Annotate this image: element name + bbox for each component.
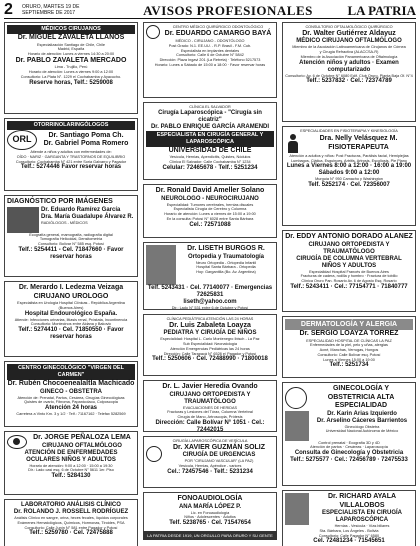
- ad-line: y Cirugía Refractiva (ALACCSA-R): [319, 50, 379, 55]
- ad-ledezma: [4, 281, 138, 357]
- ad-line: RADIÓLOGOS - MÉDICOS: [41, 220, 88, 225]
- page-number: 2: [4, 1, 13, 18]
- ad-phone: Telf.: 5251734: [329, 362, 369, 369]
- ad-gutierrez: [282, 22, 416, 122]
- ad-line: Fracturas de cadera, rodilla y hombro · Fractura de tobillo: [300, 274, 398, 279]
- ad-line: Consultorio: Montecinos entre Aldana y Bakovic: [30, 322, 112, 327]
- ad-title: Dr. Luis Zabaleta Loayza: [169, 321, 251, 329]
- ad-phone: Reserve horas, Telf.: 5259008: [29, 79, 113, 86]
- newspaper-logo: LA PATRIA: [347, 3, 416, 18]
- ad-dorado: [282, 230, 416, 312]
- ad-title: Dr. RICHARD AYALA VILLALOBOS: [327, 493, 397, 509]
- ad-line: Horario de atención: Lunes a viernes de 15:00 a 19:00: [164, 212, 256, 217]
- ad-line: Hospital Santa Bárbara - Ortopedia: [196, 265, 256, 270]
- ad-line: Dir.: Lado N° 531 entre 6 de Octubre y Potosí: [171, 306, 249, 310]
- ad-line: Lic. en Fonoaudiología: [190, 510, 230, 515]
- ad-title: Dr. Santiago Poma Ch.: [48, 131, 124, 139]
- ad-line: Lunes a Viernes 15:00 a 19:00: [323, 357, 375, 362]
- ad-line: Cirugía de Mano, Artroscopia, Prótesis: [177, 415, 243, 420]
- doctor-photo: [285, 493, 309, 525]
- ad-line: Quistes de ovario, Fibroma, Papanicolaou, Colposcopia: [24, 400, 118, 405]
- ad-band: OTORRINOLARINGÓLOGOS: [7, 121, 135, 130]
- ad-title: Dr. Eduardo Ramírez García: [41, 206, 121, 213]
- ad-phone: Telf.: 5274410 · Cel. 71850550 · Favor reservar horas: [18, 327, 124, 341]
- ad-penaloza: [4, 431, 138, 495]
- ad-line: Consultorio: Calle 6 de Octubre N° 5842: [176, 53, 244, 58]
- ad-title-2: CIRUJANO UROLOGO: [33, 292, 109, 300]
- ad-phone: Telf.: 5250606 · Cel. 72488990 · 71800018: [152, 356, 268, 363]
- ad-line: Atiende: Infecciones urinarias, litiasis renal, Próstata, Incontinencia: [14, 317, 128, 322]
- ad-line: Ecografía general, mamografía, radiografía digital: [29, 232, 113, 237]
- ad-phone: Dirección: Calle Bolívar N° 1051 · Cel.: 72442015: [155, 419, 265, 432]
- ad-line: Dirección: Calle Tarapacá N° 6528 e/ Pagador y Potosí: [163, 351, 257, 356]
- ad-title-2: ESPECIALIDAD HOSPITAL DE CLÍNICAS LA PAZ: [306, 338, 392, 343]
- ad-line: En la consulta: Potosí N° 6028 entre Santa Bárbara: [166, 216, 254, 221]
- ad-band: CIRUGÍA LAPAROSCÓPICA DE VESÍCULA: [172, 439, 248, 443]
- ad-band: CLÍNICA PEDIÁTRICA ATENCIÓN LAS 24 HORAS: [166, 317, 254, 321]
- ad-title-2: PEDIATRA Y CIRUGÍA DE NIÑOS: [163, 330, 257, 337]
- ad-line: Madrid, España: [57, 47, 85, 52]
- ad-phone: Telf.: 5274446 Favor reservar horas: [20, 164, 122, 171]
- ad-line: Niños · Adolescentes · Adultos: [184, 515, 236, 520]
- ad-line: Especialista en Urología Hospital Clínicas - República Argentina: [17, 301, 125, 305]
- ad-line: Ginecólogo Obstetra: [344, 424, 380, 429]
- ad-title-2: Dr. Arselino Cáceres Barrientos: [316, 417, 408, 424]
- ad-phone: Telf.: 5243411 · Cel.: 77154771 · 71840777: [290, 283, 408, 290]
- ad-line: Enfermedades de la piel, pelo y uñas, alergias: [310, 343, 388, 348]
- ad-line: Atención niños y adultos · Examen computarizado: [299, 59, 399, 73]
- ad-ayala: [282, 490, 416, 546]
- ad-line: Clínica Oruro Pan. Rosario Av. 6 de Agosto Esq. Rosario: [301, 279, 397, 284]
- ad-line: Consultorio: Calle Pagador N° 6580: [318, 533, 380, 538]
- ad-phone: Telf.: 5275577 · Cel.: 72456789 · 72475533: [290, 457, 408, 464]
- ad-sub: POR "CIRUJANO VASCULAR" (LA PAZ): [184, 459, 254, 464]
- ad-poma: [4, 118, 138, 191]
- ad-line: Consultorio: Bolívar N° 585 esq. Potosí: [38, 242, 104, 247]
- ad-laboratorio: [4, 499, 138, 546]
- ad-guzman: [143, 436, 277, 488]
- ad-title-2: Dra. María Guadalupe Álvarez R.: [41, 213, 134, 220]
- ad-line: Carretera a Vinto Km. 3 y 1/2 · Telf.: 71167162 · Telefax 5282569: [16, 412, 126, 417]
- ad-line: Fracturas y Lesiones del Tórax, Columna Vertebral: [167, 410, 253, 415]
- ad-line: Atención Emergencias Pediátricas las 24 horas: [170, 346, 250, 351]
- ad-phone: Telf. 5238765 · Cel. 71547654: [169, 520, 251, 527]
- ad-line: Horario de atención: Lunes a viernes 9:00 a 12:00: [28, 70, 114, 75]
- ad-title-2: Dr. PABLO ZAVALETA MERCADO: [15, 56, 127, 64]
- ad-line: Horario de atención: 9:00 a 12:00 · 15:00 a 19:30: [29, 463, 113, 468]
- ad-title: Dr. EDUARDO CAMARGO BAYÁ: [164, 30, 272, 38]
- ad-phone: Cel.: 72457546 · Telf.: 5231234: [167, 468, 253, 475]
- ad-zabaleta: [143, 314, 277, 376]
- ad-line: Lima - Trujillo, Perú: [54, 65, 88, 70]
- ad-line: Vesícula, Hernias, Apéndice - varices: [178, 464, 242, 469]
- ad-line: Sub Especialidad: Neonatología: [182, 342, 238, 347]
- column-2: [143, 22, 277, 538]
- ad-title-2: MÉDICO CIRUJANO OFTALMÓLOGO: [296, 38, 402, 45]
- ad-line: Análisis Clínico en sangre, orina, heces fecales, líquidos corporales: [14, 516, 128, 520]
- ad-line: Consultorio: Av. 6 de Octubre N° 6080 Edif. Club Oruro, Planta Baja Of. N°4: [285, 73, 413, 78]
- ad-fonoaudiologia: [143, 492, 277, 532]
- ad-band: CLÍNICA EL SALVADOR: [189, 105, 231, 109]
- ad-phone: Cel. 72481234 · 71545651: [313, 538, 385, 545]
- ad-line: Consultorio: La Plata N°. 1229 e/ Cochabamba y Ayacucho.: [20, 74, 122, 79]
- column-3: [282, 22, 416, 545]
- ad-line: Hoy: Gargantilla (Bo. Av. Argentina): [196, 270, 256, 275]
- ad-band: MÉDICOS CIRUJANOS: [7, 25, 135, 34]
- ad-title: Dr. Ronald David Ameller Solano: [155, 187, 265, 194]
- ad-heading: DIAGNÓSTICO POR IMÁGENES: [7, 198, 113, 205]
- ad-line: OÍDO · NARIZ · GARGANTA Y TRASTORNOS DE EQUILIBRIO: [16, 154, 126, 159]
- ad-title-2: NEUROLOGO - NEUROCIRUJANO: [161, 195, 259, 202]
- ad-burgos: [143, 242, 277, 310]
- ad-hours-2: Sábados 9:00 a 12:00: [318, 170, 380, 177]
- ad-line: Consulta de Ginecología y Obstetricia: [294, 450, 404, 457]
- ad-title-2: CIRUJANO ORTOPEDISTA Y TRAUMATÓLOGO: [308, 241, 390, 255]
- ad-line: Vesícula, Hernias, Apendicitis, Quistes, Nódulos: [169, 155, 251, 160]
- ad-line: Miembro de la Asociación Latinoamericana de Cirujanos de Córnea: [292, 45, 406, 50]
- ad-line: Acné, Manchas, Verrugas, Hongos: [319, 348, 379, 353]
- ad-hours: Lunes a Viernes 8:00 a 12:00 · 16:00 a 19:00: [286, 163, 412, 170]
- ad-line: Consultorio: Calle Junín N° 581 entre Pagador y Potosí: [24, 525, 118, 530]
- ad-band: DERMATOLOGÍA Y ALERGIA: [285, 319, 413, 330]
- ad-title: Dr. XAVIER GUZMÁN SOLIZ: [172, 443, 266, 451]
- ad-velasquez: [282, 126, 416, 226]
- ad-line: (Buenos Aires): [58, 305, 84, 310]
- eye-icon: [7, 435, 27, 449]
- ad-phone: Telf.: 5237832 · Cel.: 72374789: [306, 78, 392, 85]
- ad-line: Control prenatal · Ecografía 3D y 4D: [318, 440, 380, 445]
- ad-line: Horario: Lunes a Sábado de 15:00 a 18:00 · Favor reservar horas: [154, 62, 266, 67]
- ad-title: Dra. Nelly Velásquez M.: [319, 135, 398, 143]
- ad-line: Lumbagos, Ciática, Esguinces, Artritis, Artrosis, Escoliosis, Pie Plano: [291, 158, 407, 163]
- ad-sub: CIRUGÍA DE COLUMNA VERTEBRAL: [296, 255, 402, 262]
- ad-line: Atención de partos · Cesáreas · Laparoscopía: [310, 445, 388, 450]
- ad-phone: Telf.: 5254411 - Cel. 71847660 · Favor reservar horas: [18, 246, 124, 260]
- ad-line: ATENCIÓN DE ENFERMEDADES OCULARES NIÑOS Y ADULTOS: [24, 449, 118, 463]
- ad-title: Dr. LISETH BURGOS R.: [187, 245, 265, 252]
- ad-band: ESPECIALIDADES EN FISIOTERAPIA Y KINESIOLOGÍA: [300, 129, 398, 133]
- ad-line: Sta. Bárbara, Los Ángeles - Bolivia: [319, 528, 379, 533]
- ad-band: CENTRO MÉDICO QUIRÚRGICO ODONTOLÓGICO: [172, 25, 264, 30]
- ad-title: Dr. L. Javier Heredia Ovando: [162, 383, 258, 390]
- ad-title-2: CIRUGÍA DE URGENCIAS: [182, 452, 256, 459]
- ad-zavaleta: [4, 22, 138, 114]
- page-header: [4, 3, 416, 19]
- ad-line: Murguía N° 950 Camacho y Washington: [315, 177, 383, 182]
- ad-title-2: Ortopedia y Traumatología: [187, 253, 264, 260]
- ad-imagenes: [4, 195, 138, 277]
- ad-phone: Telf. 5252174 · Cel. 72356007: [308, 182, 390, 189]
- ad-band: GINECOLOGÍA Y OBSTETRICIA ALTA ESPECIALIDAD: [327, 385, 395, 409]
- ad-line: Especialidad Hospital Francés de Buenos Aires: [309, 269, 389, 274]
- ad-email: liseth@yahoo.com: [183, 299, 237, 305]
- ad-line: Atiende a niños y adultos con enfermedades de:: [30, 150, 112, 154]
- ad-university: UNIVERSIDAD DE CHILE: [168, 146, 252, 154]
- ad-title: Dr. EDDY ANTONIO DORADO ALANEZ: [285, 233, 413, 240]
- ad-band: CONSULTORIO OFTALMOLÓGICO QUIRÚRGICO: [305, 25, 393, 29]
- ad-line: Dir.: Lado casi esq. 6 de Octubre N° 5611 1er. Piso: [28, 468, 114, 473]
- ad-line: Hernias - Vesícula · Vías biliares: [334, 524, 390, 528]
- ad-title: Dr. Karin Arias Izquierdo: [327, 410, 397, 417]
- ad-title-2: Dr. Gabriel Poma Romero: [43, 140, 129, 147]
- ad-line: Especialista en implantes dentales: [180, 48, 240, 53]
- ad-title-2: Dr. PABLO ENRIQUE GARCÍA ARAMENDI: [150, 123, 270, 130]
- ad-title: Dr. MIGUEL ZAVALETA LLANOS: [17, 34, 125, 41]
- ad-line: Atención 24 horas: [44, 405, 97, 412]
- ad-title-2: GINECO - OBSTETRA: [39, 388, 102, 395]
- ad-title-2: ANA MARÍA LÓPEZ P.: [178, 503, 242, 510]
- ad-line: Atención a adultos y niños: Post Fracturas, Parálisis facial, Hemiplejias: [289, 153, 409, 158]
- ad-phone: Telf. 5243431 · Cel. 77140077 · Emergencias 72625831: [147, 285, 273, 298]
- doctor-photo: [285, 411, 309, 441]
- person-icon: [285, 134, 301, 154]
- ad-line: Especialista Cirugía de Cerebro y Columna: [173, 207, 247, 212]
- ad-line: Neuro Ortopedia - Ortopedia Infantil: [195, 260, 257, 265]
- ad-phone: Cel.: 72571088: [189, 221, 231, 228]
- ad-title: Dr. Rubén Chocoenealaltla Machicado: [7, 380, 135, 387]
- ad-line: Especialidad: Hospital L. Carlo Montenegro Ibisch - La Paz: [160, 337, 260, 342]
- ad-line: Exámenes Hematológicos, Químicos, Hormonas, Tiroides, PSA: [17, 520, 125, 525]
- ad-title: Dr. Merardo I. Ledezma Veizaga: [18, 284, 124, 291]
- ad-ginecologia: [282, 382, 416, 486]
- ad-line: Tomografía Helicoidal, Densitometría: [39, 237, 103, 242]
- scanner-image: [7, 207, 39, 233]
- doctor-photo: [146, 245, 176, 285]
- ad-title-2: FISIOTERAPEUTA: [328, 143, 389, 151]
- ad-line: Dirección: Plaza Ingavi 201 (La Retreta) · Teléfono 5217573: [159, 58, 261, 63]
- ad-band: LABORATORIO ANÁLISIS CLÍNICO: [21, 502, 121, 508]
- ad-title: FONOAUDIOLOGÍA: [177, 495, 243, 502]
- ad-heredia: [143, 380, 277, 432]
- ad-line: Especialidad: Tumores cerebrales, hernias discales: [166, 202, 254, 207]
- clinic-logo-icon: [146, 446, 162, 462]
- ad-title: Cirugía Laparoscópica - "Cirugía sin cicatriz": [158, 109, 262, 123]
- orl-logo-icon: ORL: [7, 130, 37, 150]
- ad-garcia-aramendi: [143, 102, 277, 180]
- ad-line: Atención de: Prenatal, Partos, Cesárea, Cirugías Ginecológicas: [17, 395, 125, 400]
- ad-line: Miembro de la Asociación Panamericana de Oftalmología: [300, 54, 398, 59]
- ad-line: MÉDICO - CIRUJANO - ODONTÓLOGO: [175, 39, 245, 43]
- ad-loayza: [282, 316, 416, 378]
- ad-title: Dr. Walter Gutiérrez Aldayuz: [302, 29, 396, 37]
- ad-title-2: CIRUJANO ORTOPEDISTA Y TRAUMATÓLOGO: [169, 391, 251, 405]
- ad-line: Horario de atención: Lunes a viernes 14:30 a 20:00: [27, 52, 115, 57]
- ad-line: Hospital Endourológico España.: [24, 310, 118, 317]
- ad-title: Dr. JORGE PEÑALOZA LEMA: [33, 434, 131, 441]
- ad-phone: Telf.: 5259780 · Cel. 72475888: [29, 530, 113, 537]
- section-title: AVISOS PROFESIONALES: [143, 3, 313, 18]
- ad-camargo: [143, 22, 277, 98]
- ad-line: Consultorio: Calle Bolívar esq. Potosí: [317, 352, 381, 357]
- column-1: [4, 22, 138, 538]
- gynecology-logo-icon: [285, 387, 307, 409]
- tooth-icon: [146, 25, 160, 39]
- ad-title: Dr. SERGIO LOAYZA TORREZ: [299, 330, 399, 337]
- ad-line: Clínica El Salvador: Calle Cochabamba N° 1234: [169, 160, 251, 165]
- ad-sub-2: NIÑOS Y ADULTOS: [321, 262, 377, 269]
- ad-specialty-band: ESPECIALISTA EN CIRUGÍA GENERAL Y LAPAROSCÓPICA: [146, 131, 274, 147]
- ad-title-2: ESPECIALISTA EN CIRUGÍA LAPAROSCÓPICA: [321, 510, 402, 523]
- date-line: ORURO, MARTES 19 DE SEPTIEMBRE DE 2017: [22, 4, 80, 16]
- ad-phone: Telf.: 5284130: [51, 473, 91, 480]
- ad-line: Especialización Santiago de Chile, Chile: [37, 42, 105, 47]
- ad-title-2: CIRUJANO OFTALMÓLOGO: [42, 442, 122, 449]
- ad-ameller: [143, 184, 277, 238]
- ad-band: CENTRO GINECOLÓGICO "VIRGEN DEL CARMEN": [7, 364, 135, 380]
- ad-line: EVACUACIONES DE HERIDAS: [182, 405, 238, 410]
- ad-line: Post Grado: N.1. EE.UU. - R.P. Brasil - F.M. Cub.: [168, 43, 252, 48]
- ad-chocoenealaltla: [4, 361, 138, 427]
- ad-line: Universidad Nacional Autónoma de México: [325, 429, 399, 434]
- bottom-banner: LA PATRIA DESDE 1919, UN ORGULLO PARA ORURO Y SU GENTE: [143, 531, 277, 540]
- ad-title: Dr. ROLANDO J. ROSSELL RODRÍGUEZ: [13, 509, 129, 515]
- ad-phone: Celular: 72465678 · Telf.: 5251234: [162, 164, 258, 171]
- ad-line: Consultorio: Cochabamba N° 421 entre Soria Galvarro y Pagador: [15, 159, 127, 164]
